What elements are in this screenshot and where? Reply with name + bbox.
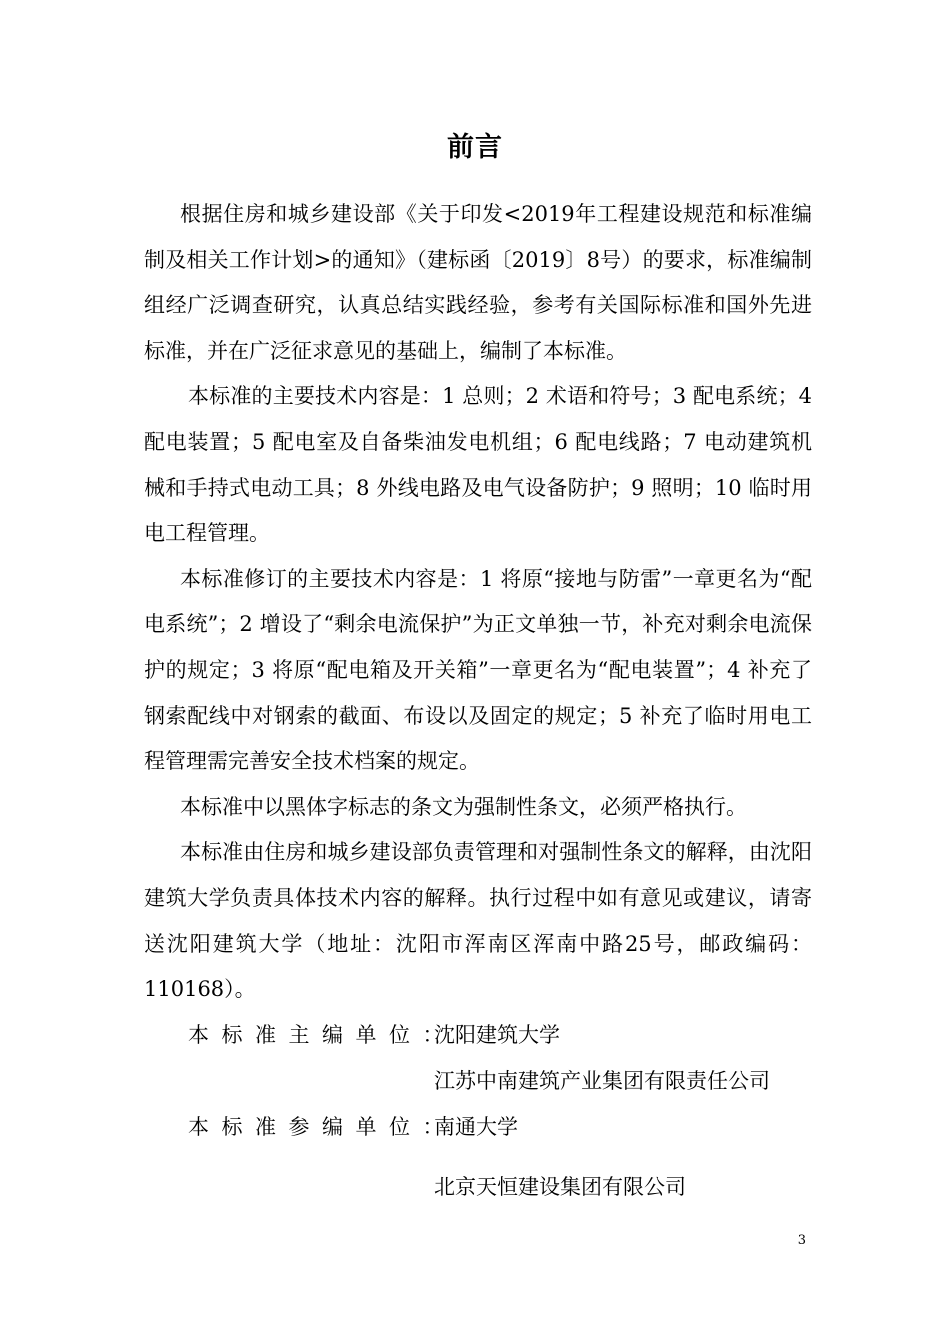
participant-label: 本标准参编单位： [188, 1115, 456, 1139]
chief-editor-unit: 江苏中南建筑产业集团有限责任公司 [434, 1069, 770, 1093]
participant-unit: 北京天恒建设集团有限公司 [434, 1175, 686, 1199]
chief-editor-label: 本标准主编单位： [188, 1023, 456, 1047]
participant-unit: 南通大学 [434, 1115, 518, 1139]
paragraph-mandatory-clauses: 本标准中以黑体字标志的条文为强制性条文，必须严格执行。 [180, 794, 747, 819]
chief-editor-unit: 沈阳建筑大学 [434, 1023, 560, 1047]
paragraph-interpretation: 本标准由住房和城乡建设部负责管理和对强制性条文的解释，由沈阳建筑大学负责具体技术内容的解释。执行过程中如有意见或建议，请寄送沈阳建筑大学（地址：沈阳市浑南区浑南中路25号，邮政编码：110168）。 [144, 840, 812, 1002]
paragraph-background: 根据住房和城乡建设部《关于印发<2019年工程建设规范和标准编制及相关工作计划>的通知》（建标函〔2019〕8号）的要求，标准编制组经广泛调查研究，认真总结实践经验，参考有关国际标准和国外先进标准，并在广泛征求意见的基础上，编制了本标准。 [144, 202, 812, 363]
chief-editor-row [0, 1058, 950, 1104]
preface-body [144, 192, 812, 1013]
participant-row [0, 1104, 950, 1150]
participant-row [0, 1164, 950, 1210]
paragraph-main-content: 本标准的主要技术内容是：1 总则；2 术语和符号；3 配电系统；4 配电装置；5 配电室及自备柴油发电机组；6 配电线路；7 电动建筑机械和手持式电动工具；8 外线电路及电气设备防护；9 照明；10 临时用电工程管理。 [144, 384, 812, 546]
page-number: 3 [797, 1233, 806, 1248]
paragraph-revision-content: 本标准修订的主要技术内容是：1 将原“接地与防雷”一章更名为“配电系统”；2 增设了“剩余电流保护”为正文单独一节，补充对剩余电流保护的规定；3 将原“配电箱及开关箱”一章更名为“配电装置”；4 补充了钢索配线中对钢索的截面、布设以及固定的规定；5 补充了临时用电工程管理需完善安全技术档案的规定。 [144, 566, 812, 774]
page-title: 前言 [447, 132, 503, 163]
chief-editor-row [0, 1012, 950, 1058]
